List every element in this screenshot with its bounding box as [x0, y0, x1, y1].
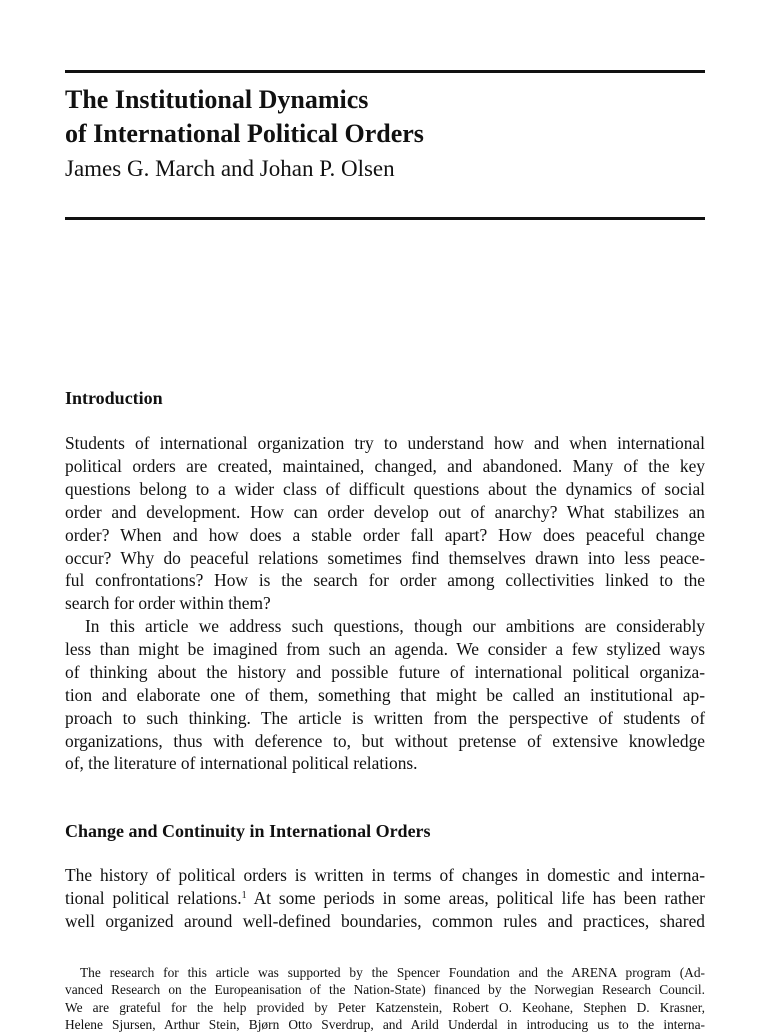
- bottom-rule: [65, 217, 705, 220]
- text-line: occur? Why do peaceful relations sometimes find themselves drawn into less peace-: [65, 547, 705, 568]
- text-line: [65, 887, 705, 910]
- text-line: organizations, thus with deference to, but without pretense of extensive knowledge: [65, 730, 705, 751]
- footnote-line: We are grateful for the help provided by Peter Katzenstein, Robert O. Keohane, Stephen D. Krasner,: [65, 999, 705, 1015]
- article-authors: James G. March and Johan P. Olsen: [65, 156, 395, 181]
- acknowledgment-footnote: [65, 964, 705, 1033]
- text-line: questions belong to a wider class of difficult questions about the dynamics of social: [65, 478, 705, 499]
- text-line: Students of international organization try to understand how and when international: [65, 433, 705, 453]
- text-line: In this article we address such questions, though our ambitions are considerably: [85, 616, 705, 636]
- text-segment: tional political relations.: [65, 887, 242, 908]
- article-title: [65, 83, 424, 151]
- intro-paragraph-1: [65, 432, 705, 615]
- text-line: less than might be imagined from such an agenda. We consider a few stylized ways: [65, 638, 705, 659]
- text-line: proach to such thinking. The article is written from the perspective of students of: [65, 707, 705, 728]
- footnote-line: The research for this article was supported by the Spencer Foundation and the ARENA program (Ad-: [80, 965, 705, 980]
- intro-paragraph-2: [65, 615, 705, 775]
- footnote-line: Helene Sjursen, Arthur Stein, Bjørn Otto Sverdrup, and Arild Underdal in introducing us to the interna-: [65, 1016, 705, 1032]
- text-line: well organized around well-defined boundaries, common rules and practices, shared: [65, 910, 705, 931]
- text-line: of thinking about the history and possible future of international political organiza-: [65, 661, 705, 682]
- footnote-line: vanced Research on the Europeanisation of the Nation-State) financed by the Norwegian Research Council.: [65, 982, 705, 998]
- text-line: order? When and how does a stable order fall apart? How does peaceful change: [65, 524, 705, 545]
- article-page: [65, 0, 705, 1032]
- text-line: The history of political orders is written in terms of changes in domestic and interna-: [65, 865, 705, 885]
- section-heading-introduction: Introduction: [65, 388, 163, 408]
- footnote-reference[interactable]: 1: [241, 889, 247, 901]
- title-line-2: of International Political Orders: [65, 119, 424, 148]
- text-line: ful confrontations? How is the search for order among collectivities linked to the: [65, 570, 705, 591]
- title-line-1: The Institutional Dynamics: [65, 85, 369, 114]
- text-segment: At some periods in some areas, political life has been rather: [246, 887, 705, 908]
- text-line: order and development. How can order develop out of anarchy? What stabilizes an: [65, 501, 705, 522]
- text-line: search for order within them?: [65, 593, 271, 614]
- top-rule: [65, 70, 705, 73]
- text-line: of, the literature of international political relations.: [65, 753, 418, 774]
- change-paragraph-1: [65, 864, 705, 933]
- text-line: tion and elaborate one of them, something that might be called an institutional ap-: [65, 684, 705, 705]
- text-line: political orders are created, maintained, changed, and abandoned. Many of the key: [65, 455, 705, 476]
- section-heading-change-continuity: Change and Continuity in International Orders: [65, 821, 431, 841]
